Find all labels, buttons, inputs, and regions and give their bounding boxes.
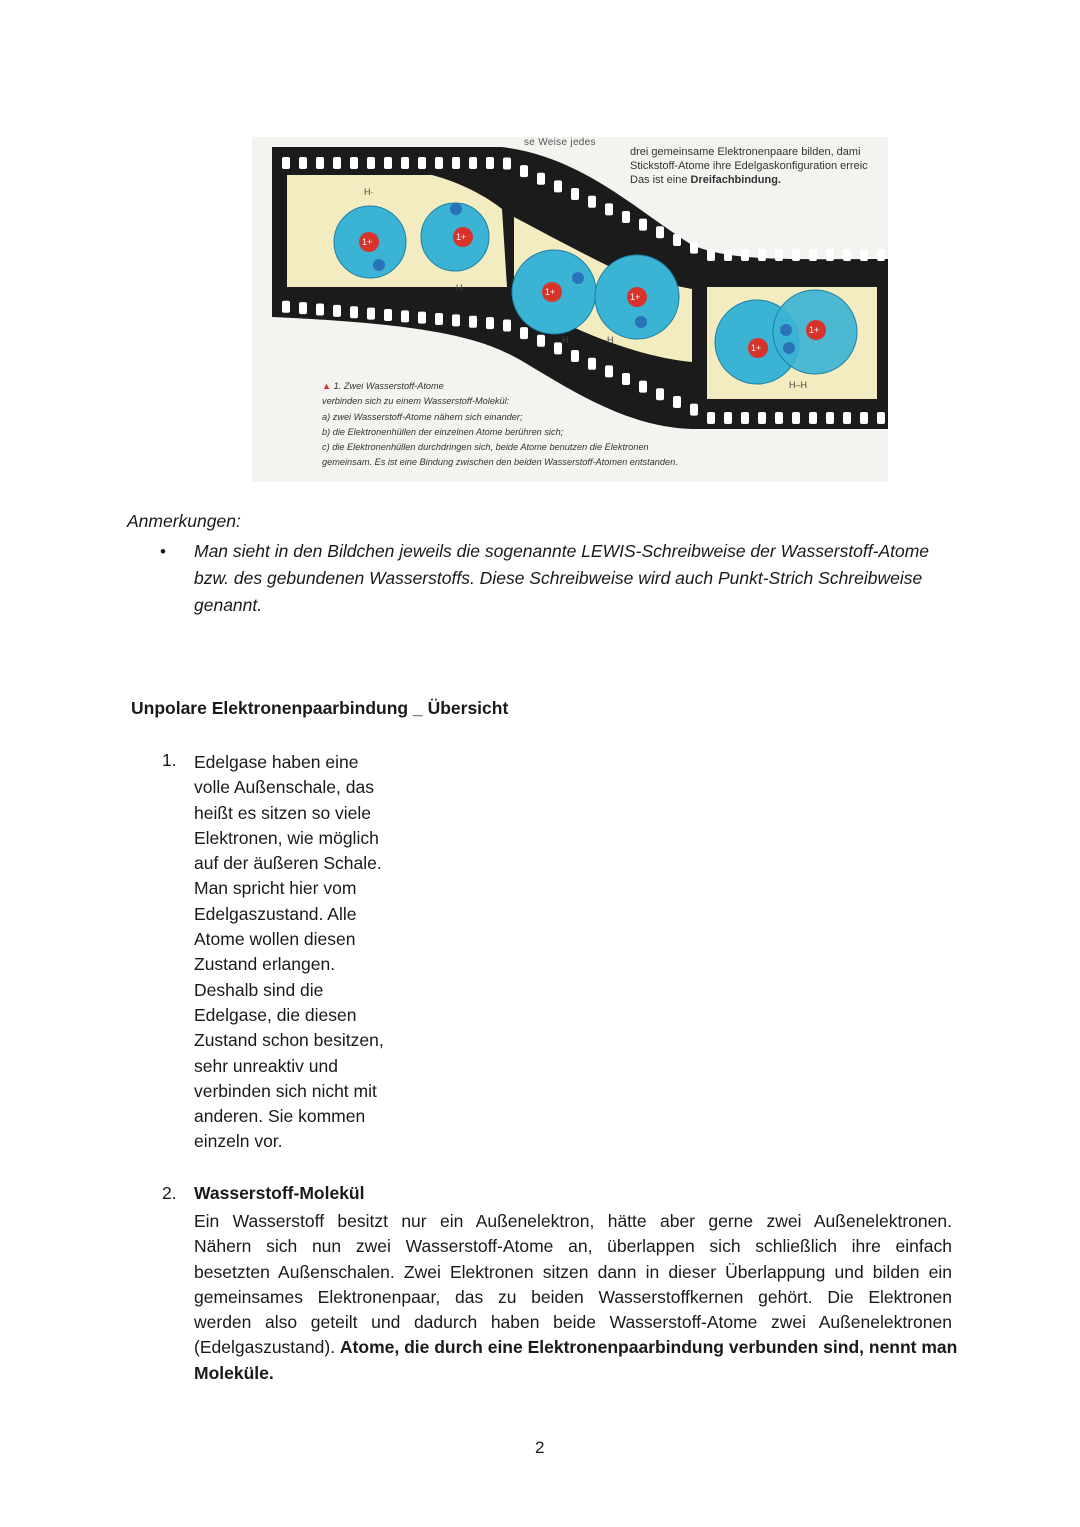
nucleus-charge-label: 1+: [751, 343, 762, 353]
list-number: 2.: [162, 1183, 177, 1203]
item1-line: Edelgase haben eine: [194, 752, 359, 772]
sprocket-hole: [316, 157, 324, 169]
electron: [450, 203, 462, 215]
item1-line: Deshalb sind die: [194, 979, 324, 1000]
sprocket-hole: [486, 157, 494, 169]
triangle-icon: ▲: [322, 381, 332, 391]
caption-line: c) die Elektronenhüllen durchdringen sich, beide Atome benutzen die Elektronen: [322, 442, 649, 453]
sprocket-hole: [877, 412, 885, 424]
sprocket-hole: [316, 304, 324, 316]
sprocket-hole: [418, 157, 426, 169]
sprocket-hole: [809, 249, 817, 261]
sprocket-hole: [503, 319, 511, 331]
sprocket-hole: [401, 157, 409, 169]
sprocket-hole: [724, 249, 732, 261]
sprocket-hole: [452, 314, 460, 326]
notes-line: genannt.: [194, 595, 263, 615]
sprocket-hole: [452, 157, 460, 169]
sprocket-hole: [554, 180, 562, 192]
caption-line: b) die Elektronenhüllen der einzelnen Atome berühren sich;: [322, 426, 564, 437]
sprocket-hole: [588, 196, 596, 208]
item1-line: heißt es sitzen so viele: [194, 802, 372, 823]
sprocket-hole: [537, 173, 545, 185]
item1-line: Atome wollen diesen: [194, 929, 356, 950]
item1-line: Edelgase, die diesen: [194, 1004, 357, 1025]
sprocket-hole: [758, 249, 766, 261]
item2-line: [194, 1361, 952, 1386]
lewis-label: H·: [562, 335, 572, 345]
item2-plain-text: (Edelgaszustand).: [194, 1337, 340, 1358]
notes-text: [194, 538, 964, 619]
section-title: Unpolare Elektronenpaarbindung _ Übersicht: [131, 698, 509, 718]
item2-text: [194, 1209, 958, 1386]
lewis-molecule-label: H–H: [789, 380, 808, 390]
caption-line-text: 1. Zwei Wasserstoff-Atome: [333, 381, 444, 391]
sprocket-hole: [418, 312, 426, 324]
hydrogen-bond-figure: [252, 137, 888, 482]
figure-caption: [322, 379, 802, 471]
caption-line: verbinden sich zu einem Wasserstoff-Molekül:: [322, 396, 510, 407]
item1-line: einzeln vor.: [194, 1131, 283, 1152]
sprocket-hole: [299, 302, 307, 314]
lewis-label: H·: [456, 283, 466, 293]
sprocket-hole: [469, 157, 477, 169]
item1-line: Man spricht hier vom: [194, 878, 357, 899]
sprocket-hole: [571, 350, 579, 362]
sprocket-hole: [520, 327, 528, 339]
item2-title: Wasserstoff-Molekül: [194, 1183, 365, 1203]
electron: [572, 272, 584, 284]
item1-line: anderen. Sie kommen: [194, 1106, 366, 1127]
nucleus-charge-label: 1+: [362, 237, 373, 247]
sprocket-hole: [486, 317, 494, 329]
sprocket-hole: [520, 165, 528, 177]
item1-line: Edelgaszustand. Alle: [194, 903, 357, 924]
caption-line: a) zwei Wasserstoff-Atome nähern sich einander;: [322, 411, 523, 422]
sprocket-hole: [384, 157, 392, 169]
sprocket-hole: [826, 412, 834, 424]
item1-line: Zustand schon besitzen,: [194, 1030, 384, 1051]
sprocket-hole: [537, 335, 545, 347]
item2-line: [194, 1335, 958, 1360]
item1-line: auf der äußeren Schale.: [194, 853, 382, 874]
intro-line-text: Das ist eine: [630, 174, 691, 186]
sprocket-hole: [333, 157, 341, 169]
sprocket-hole: [826, 249, 834, 261]
item2-line: besetzten Außenschalen. Zwei Elektronen sitzen dann in dieser Überlappung und bilden ein: [194, 1261, 952, 1282]
item2-bold-text: Moleküle.: [194, 1362, 274, 1383]
sprocket-hole: [622, 211, 630, 223]
electron: [783, 342, 795, 354]
item2-line: Ein Wasserstoff besitzt nur ein Außenelektron, hätte aber gerne zwei Außenelektronen.: [194, 1211, 952, 1231]
item1-line: verbinden sich nicht mit: [194, 1080, 377, 1101]
figure-intro-text: [630, 145, 888, 187]
sprocket-hole: [384, 309, 392, 321]
electron: [635, 316, 647, 328]
item2-line: Nähern sich nun zwei Wasserstoff-Atome an, überlappen sich schließlich ihre einfach: [194, 1236, 952, 1257]
sprocket-hole: [860, 412, 868, 424]
sprocket-hole: [860, 249, 868, 261]
item1-line: volle Außenschale, das: [194, 777, 374, 798]
nucleus-charge-label: 1+: [545, 287, 556, 297]
item1-line: Zustand erlangen.: [194, 954, 336, 975]
sprocket-hole: [571, 188, 579, 200]
sprocket-hole: [367, 157, 375, 169]
item1-line: Elektronen, wie möglich: [194, 827, 379, 848]
notes-heading: Anmerkungen:: [127, 511, 241, 531]
notes-line: bzw. des gebundenen Wasserstoffs. Diese Schreibweise wird auch Punkt-Strich Schreibweise: [194, 568, 923, 588]
intro-line: Stickstoff-Atome ihre Edelgaskonfiguration erreic: [630, 160, 868, 172]
bullet-icon: •: [160, 542, 166, 561]
nucleus-charge-label: 1+: [630, 292, 641, 302]
lewis-label: H·: [364, 187, 374, 197]
sprocket-hole: [350, 306, 358, 318]
sprocket-hole: [503, 157, 511, 169]
sprocket-hole: [877, 249, 885, 261]
sprocket-hole: [554, 342, 562, 354]
sprocket-hole: [605, 365, 613, 377]
electron: [373, 259, 385, 271]
sprocket-hole: [435, 313, 443, 325]
sprocket-hole: [333, 305, 341, 317]
list-number: 1.: [162, 750, 177, 770]
lewis-label: ·H: [604, 335, 614, 345]
sprocket-hole: [299, 157, 307, 169]
sprocket-hole: [605, 203, 613, 215]
sprocket-hole: [435, 157, 443, 169]
caption-line: [322, 379, 802, 394]
sprocket-hole: [843, 412, 851, 424]
intro-bold-term: Dreifachbindung.: [690, 174, 781, 186]
caption-line: gemeinsam. Es ist eine Bindung zwischen den beiden Wasserstoff-Atomen entstanden.: [322, 457, 678, 468]
sprocket-hole: [282, 301, 290, 313]
item2-line: werden also geteilt und dadurch haben beide Wasserstoff-Atome zwei Außenelektronen: [194, 1312, 952, 1333]
sprocket-hole: [792, 249, 800, 261]
sprocket-hole: [656, 226, 664, 238]
sprocket-hole: [809, 412, 817, 424]
nucleus-charge-label: 1+: [809, 325, 820, 335]
notes-line: Man sieht in den Bildchen jeweils die sogenannte LEWIS-Schreibweise der Wasserstoff-Atome: [194, 541, 930, 561]
item2-line: gemeinsames Elektronenpaar, das zu beiden Wasserstoffkernen gehört. Die Elektronen: [194, 1286, 952, 1307]
sprocket-hole: [469, 316, 477, 328]
sprocket-hole: [282, 157, 290, 169]
sprocket-hole: [690, 242, 698, 254]
sprocket-hole: [401, 310, 409, 322]
electron: [780, 324, 792, 336]
sprocket-hole: [673, 234, 681, 246]
intro-line: drei gemeinsame Elektronenpaare bilden, dami: [630, 146, 861, 158]
sprocket-hole: [367, 308, 375, 320]
item1-text: [194, 750, 414, 1155]
nucleus-charge-label: 1+: [456, 232, 467, 242]
sprocket-hole: [843, 249, 851, 261]
sprocket-hole: [775, 249, 783, 261]
figure-top-cut-text: se Weise jedes: [524, 137, 596, 148]
sprocket-hole: [350, 157, 358, 169]
sprocket-hole: [741, 249, 749, 261]
item1-line: sehr unreaktiv und: [194, 1055, 338, 1076]
sprocket-hole: [707, 249, 715, 261]
sprocket-hole: [639, 219, 647, 231]
item2-bold-text: Atome, die durch eine Elektronenpaarbindung verbunden sind, nennt man: [339, 1337, 958, 1358]
intro-line: [630, 173, 888, 187]
page-number: 2: [535, 1438, 545, 1457]
sprocket-hole: [588, 358, 596, 370]
